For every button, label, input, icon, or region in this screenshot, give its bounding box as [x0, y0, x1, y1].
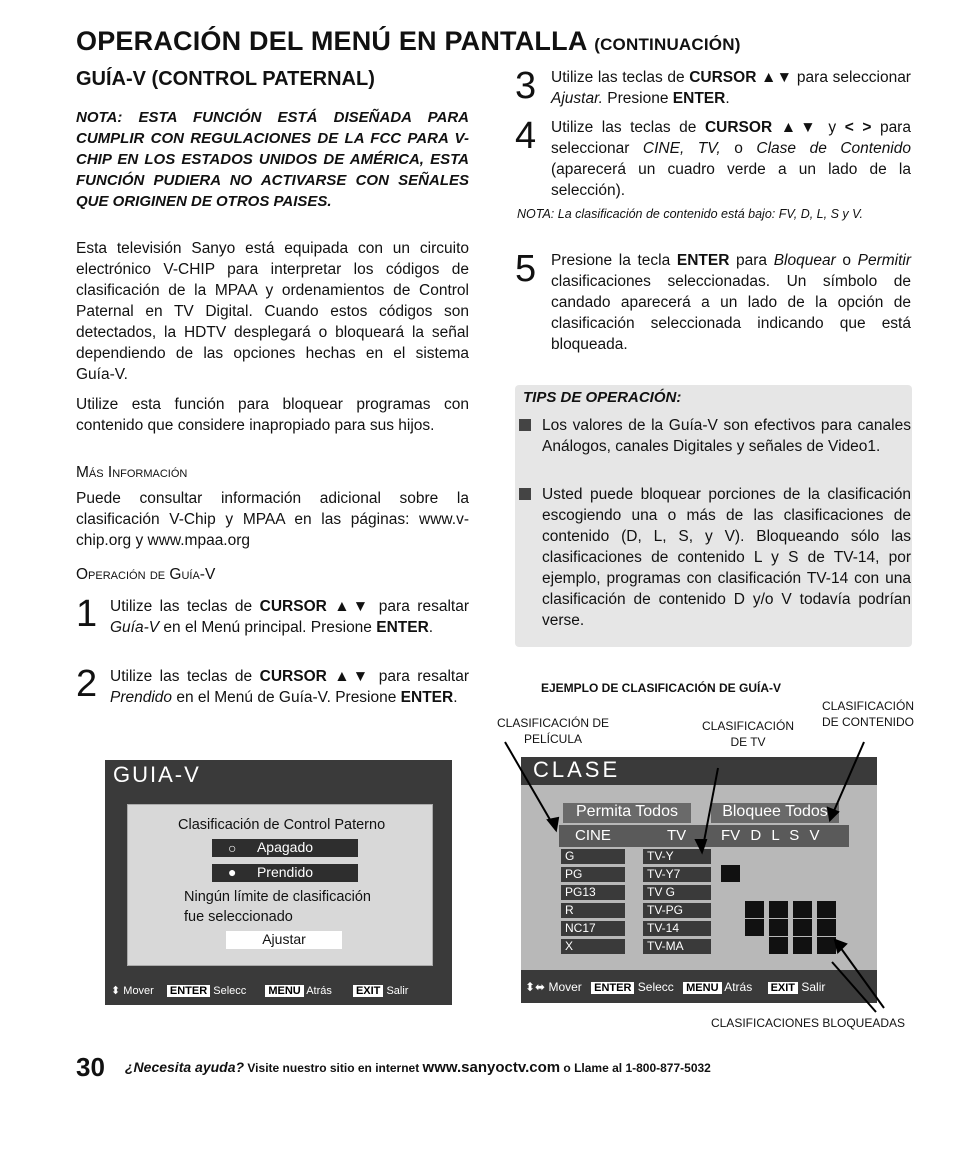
bullet-square-icon: [519, 419, 531, 431]
usage-paragraph: Utilize esta función para bloquear programas con contenido que considere inapropiado para sus hijos.: [76, 396, 469, 434]
radio-filled-icon: ●: [228, 864, 237, 880]
fcc-note: NOTA: ESTA FUNCIÓN ESTÁ DISEÑADA PARA CUMPLIR CON REGULACIONES DE LA FCC PARA V-CHIP EN LOS ESTADOS UNIDOS DE AMÉRICA, ESTA FUNCIÓN PUDIERA NO ACTIVARSE CON SEÑALES QUE ORIGINEN DE OTROS PAISES.: [76, 109, 469, 210]
col-content: FV D L S V: [721, 827, 820, 844]
guia-v-screen: [105, 760, 452, 1005]
arrowhead: [548, 818, 558, 830]
tips-title: TIPS DE OPERACIÓN:: [523, 389, 682, 406]
step-text: Utilize las teclas de CURSOR ▲▼ para seleccionar Ajustar. Presione ENTER.: [551, 69, 911, 107]
operation-heading: Operación de Guía-V: [76, 566, 216, 583]
option-off[interactable]: ○ Apagado: [212, 839, 358, 857]
movie-rating-item[interactable]: G: [561, 849, 625, 864]
col-cine: CINE: [575, 827, 611, 844]
tip-item: Los valores de la Guía-V son efectivos para canales Análogos, canales Digitales y señales de Video1.: [542, 417, 911, 455]
step-number: 5: [515, 248, 537, 290]
step-text: Utilize las teclas de CURSOR ▲▼ y < > para seleccionar CINE, TV, o Clase de Contenido (aparecerá un cuadro verde a un lado de la selección).: [551, 119, 911, 199]
step-number: 1: [76, 593, 98, 635]
movie-rating-item[interactable]: X: [561, 939, 625, 954]
move-arrows-icon: ⬍: [111, 985, 121, 997]
screen-nav-bar: ⬍ Mover ENTER Selecc MENU Atrás EXIT Salir: [111, 985, 409, 997]
example-title: EJEMPLO DE CLASIFICACIÓN DE GUÍA-V: [541, 681, 782, 695]
page-title: OPERACIÓN DEL MENÚ EN PANTALLA (CONTINUACIÓN): [76, 26, 741, 56]
step-number: 4: [515, 115, 537, 157]
arrowhead: [835, 940, 846, 952]
radio-empty-icon: ○: [228, 840, 237, 856]
col-tv: TV: [667, 827, 687, 844]
screen-title: GUIA-V: [113, 762, 201, 787]
tv-rating-item[interactable]: TV-MA: [643, 939, 711, 954]
caption-movie: CLASIFICACIÓN DE PELÍCULA: [496, 716, 610, 746]
intro-paragraph: Esta televisión Sanyo está equipada con un circuito electrónico V-CHIP para interpretar los códigos de clasificación de la MPAA y ordenamientos de Control Paternal en TV Digital. Cuando estos códigos son detectados, la HDTV desplegará o bloqueará la señal dependiendo de las opciones hechas en el sistema Guía-V.: [76, 240, 469, 383]
allow-all-button[interactable]: Permita Todos: [563, 803, 691, 823]
arrow-line: [830, 742, 864, 820]
step-number: 3: [515, 65, 537, 107]
screen-title: CLASE: [533, 757, 621, 782]
movie-rating-item[interactable]: PG: [561, 867, 625, 882]
caption-tv: CLASIFICACIÓN DE TV: [701, 719, 794, 749]
adjust-button[interactable]: Ajustar: [226, 931, 342, 949]
arrowhead: [696, 840, 706, 852]
arrow-line: [505, 742, 556, 830]
movie-rating-item[interactable]: R: [561, 903, 625, 918]
movie-rating-item[interactable]: NC17: [561, 921, 625, 936]
page-number: 30: [76, 1052, 105, 1082]
control-label: Clasificación de Control Paterno: [178, 817, 386, 833]
tv-rating-item[interactable]: TV-14: [643, 921, 711, 936]
caption-content: CLASIFICACIÓN DE CONTENIDO: [821, 699, 914, 729]
arrowhead: [828, 808, 838, 820]
footer-help-line: ¿Necesita ayuda? Visite nuestro sitio en internet www.sanyoctv.com o Llame al 1-800-877-5032: [125, 1059, 711, 1076]
tip-item: Usted puede bloquear porciones de la clasificación escogiendo una o más de las clasificaciones de contenido (D, L, S, y V). Bloqueando sólo las clasificaciones de contenido L y S de TV-14, por ejemplo, programas con clasificación TV-14 con una clasificación de contenido D y/o V todavía podrían verse.: [542, 486, 911, 629]
more-info-text: Puede consultar información adicional sobre la clasificación V-Chip y MPAA en las páginas: www.v-chip.org y www.mpaa.org: [76, 490, 469, 549]
tv-rating-item[interactable]: TV-PG: [643, 903, 711, 918]
message-line: fue seleccionado: [184, 909, 293, 925]
caption-locked: CLASIFICACIONES BLOQUEADAS: [710, 1016, 906, 1030]
page-title-suffix: (CONTINUACIÓN): [594, 35, 741, 54]
section-heading: GUÍA-V (CONTROL PATERNAL): [76, 68, 375, 90]
tv-rating-item[interactable]: TV G: [643, 885, 711, 900]
movie-rating-item[interactable]: PG13: [561, 885, 625, 900]
step-text: Presione la tecla ENTER para Bloquear o Permitir clasificaciones seleccionadas. Un símbolo de candado aparecerá a un lado de la opción de clasificación seleccionada indicando que está bloqueada.: [551, 252, 911, 353]
pointer-arrows: [490, 740, 910, 1020]
message-line: Ningún límite de clasificación: [184, 889, 371, 905]
step4-note: NOTA: La clasificación de contenido está bajo: FV, D, L, S y V.: [517, 207, 863, 221]
block-all-button[interactable]: Bloquee Todos: [711, 803, 839, 823]
website-link[interactable]: www.sanyoctv.com: [422, 1059, 561, 1076]
screen-nav-bar: ⬍⬌ Mover ENTER Selecc MENU Atrás EXIT Salir: [525, 980, 826, 994]
bullet-square-icon: [519, 488, 531, 500]
tv-rating-item[interactable]: TV-Y7: [643, 867, 711, 882]
move-arrows-icon: ⬍⬌: [525, 980, 546, 994]
more-info-heading: Más Información: [76, 464, 188, 481]
step-text: Utilize las teclas de CURSOR ▲▼ para resaltar Guía-V en el Menú principal. Presione ENTER.: [110, 598, 469, 636]
tv-rating-item[interactable]: TV-Y: [643, 849, 711, 864]
step-number: 2: [76, 663, 98, 705]
screen-panel: [127, 804, 433, 966]
step-text: Utilize las teclas de CURSOR ▲▼ para resaltar Prendido en el Menú de Guía-V. Presione ENTER.: [110, 668, 469, 706]
option-on[interactable]: ● Prendido: [212, 864, 358, 882]
